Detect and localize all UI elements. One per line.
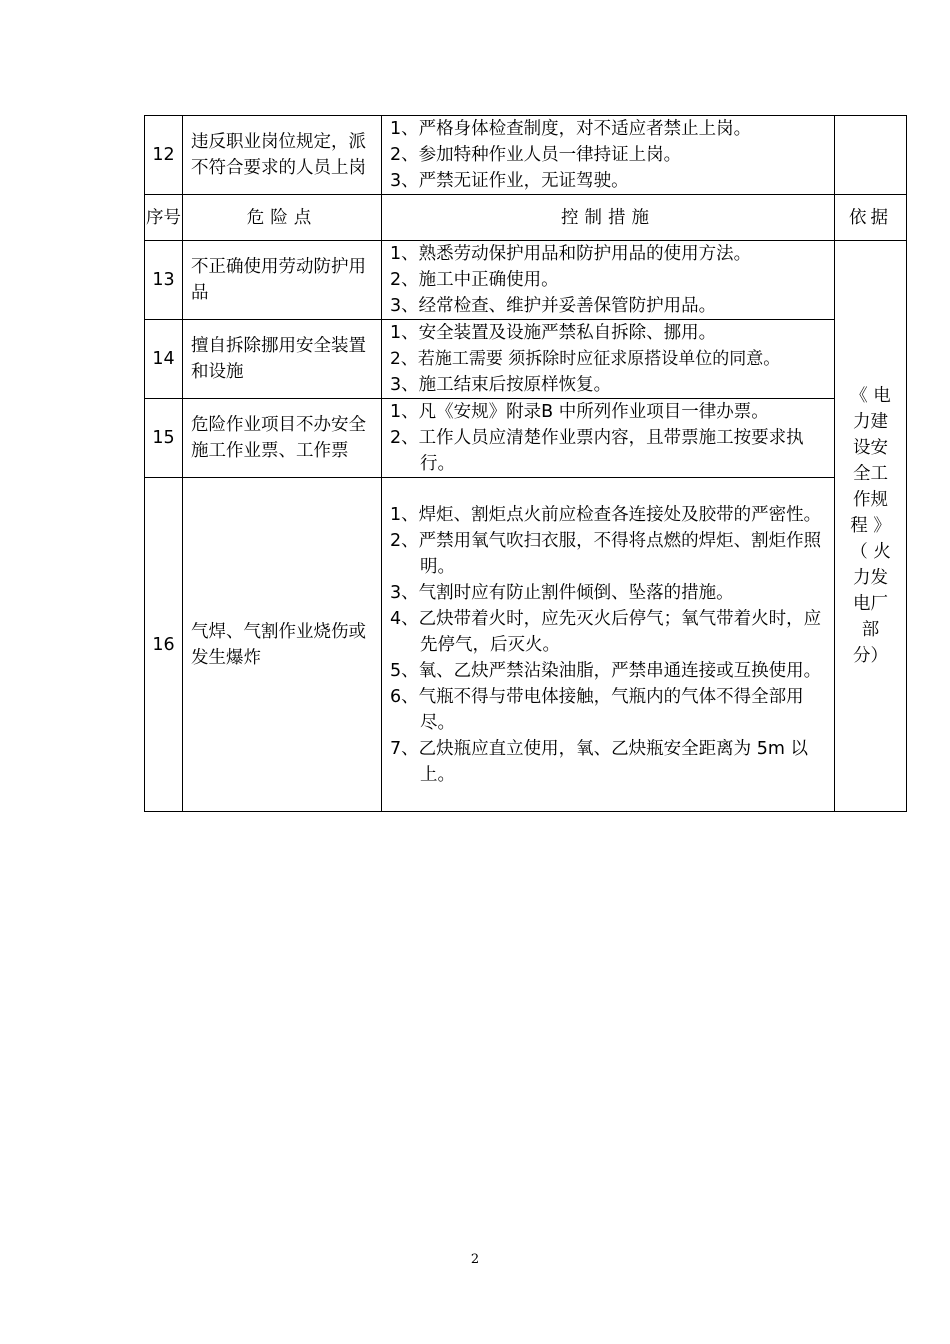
basis-line: 电厂: [853, 594, 888, 614]
measure-item: 5、氧、乙炔严禁沾染油脂，严禁串通连接或互换使用。: [390, 660, 822, 681]
row-measures: [382, 241, 835, 320]
hazard-control-table: [144, 115, 907, 812]
basis-line: 《 电: [850, 386, 891, 406]
measure-item: 2、施工中正确使用。: [390, 270, 559, 290]
row-measures: [382, 116, 835, 195]
row-hazard: 不正确使用劳动防护用品: [183, 241, 382, 320]
table-row: [145, 241, 907, 320]
basis-line: 作规: [853, 490, 888, 510]
basis-cell: [835, 241, 907, 812]
row-hazard: 违反职业岗位规定，派不符合要求的人员上岗: [183, 116, 382, 195]
measure-item: 2、严禁用氧气吹扫衣服，不得将点燃的焊炬、割炬作照明。: [390, 530, 822, 577]
measure-item: 4、乙炔带着火时，应先灭火后停气；氧气带着火时，应先停气，后灭火。: [390, 608, 822, 655]
header-seq: 序号: [145, 195, 183, 241]
row-hazard: 气焊、气割作业烧伤或发生爆炸: [183, 478, 382, 812]
header-basis: 依据: [835, 195, 907, 241]
measure-item: 1、严格身体检查制度，对不适应者禁止上岗。: [390, 119, 752, 139]
basis-line: 全工: [853, 464, 888, 484]
page-number: 2: [470, 1252, 480, 1267]
measure-item: 7、乙炔瓶应直立使用，氧、乙炔瓶安全距离为 5m 以上。: [390, 738, 808, 785]
basis-line: 程 》: [850, 516, 891, 536]
basis-line: 部: [861, 620, 880, 640]
row-measures: [382, 399, 835, 478]
measure-item: 3、严禁无证作业，无证驾驶。: [390, 171, 629, 191]
header-hazard: 危险点: [183, 195, 382, 241]
table-row: [145, 399, 907, 478]
measure-item: 1、安全装置及设施严禁私自拆除、挪用。: [390, 323, 717, 343]
table-row: [145, 320, 907, 399]
table-row: [145, 478, 907, 812]
measure-item: 2、工作人员应清楚作业票内容，且带票施工按要求执行。: [390, 428, 804, 474]
row-measures: [382, 478, 835, 812]
row-seq: 13: [145, 241, 183, 320]
measure-item: 1、熟悉劳动保护用品和防护用品的使用方法。: [390, 244, 752, 264]
measure-item: 3、经常检查、维护并妥善保管防护用品。: [390, 296, 717, 316]
measure-item: 3、施工结束后按原样恢复。: [390, 375, 612, 395]
row-seq: 15: [145, 399, 183, 478]
row-hazard: 擅自拆除挪用安全装置和设施: [183, 320, 382, 399]
basis-line: （ 火: [850, 542, 891, 562]
basis-line: 分）: [853, 646, 888, 666]
row-hazard: 危险作业项目不办安全施工作业票、工作票: [183, 399, 382, 478]
basis-line: 力发: [853, 568, 888, 588]
row-basis: [835, 116, 907, 195]
measure-item: 6、气瓶不得与带电体接触，气瓶内的气体不得全部用尽。: [390, 686, 804, 733]
measure-item: 1、凡《安规》附录B 中所列作业项目一律办票。: [390, 402, 769, 422]
table-header-row: [145, 195, 907, 241]
row-measures: [382, 320, 835, 399]
measure-item: 1、焊炬、割炬点火前应检查各连接处及胶带的严密性。: [390, 504, 822, 525]
measure-item: 3、气割时应有防止割件倾倒、坠落的措施。: [390, 582, 734, 603]
header-measures: 控制措施: [382, 195, 835, 241]
basis-line: 力建: [853, 412, 888, 432]
table-row: [145, 116, 907, 195]
row-seq: 16: [145, 478, 183, 812]
measure-item: 2、若施工需要 须拆除时应征求原搭设单位的同意。: [390, 349, 781, 369]
measure-item: 2、参加特种作业人员一律持证上岗。: [390, 145, 682, 165]
basis-line: 设安: [853, 438, 888, 458]
row-seq: 14: [145, 320, 183, 399]
row-seq: 12: [145, 116, 183, 195]
